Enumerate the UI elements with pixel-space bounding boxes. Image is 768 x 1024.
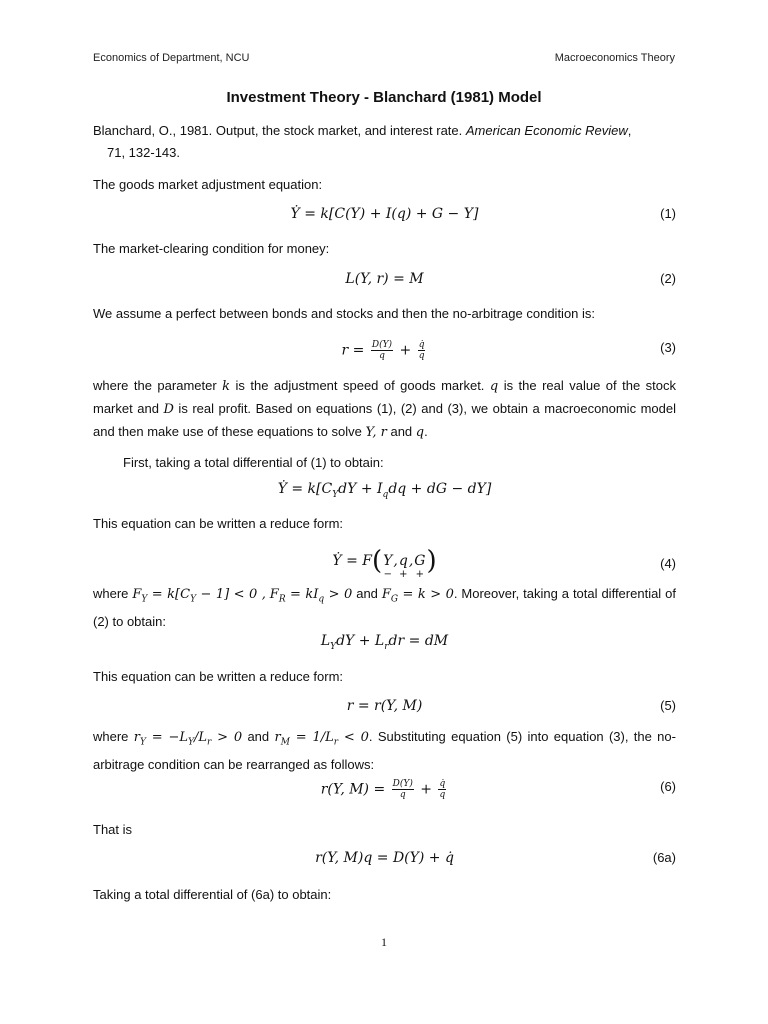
eq3-frac2-top: q̇ [418,340,425,350]
equation-1-number: (1) [660,206,676,221]
equation-6-number: (6) [660,779,676,794]
citation-journal: American Economic Review [465,123,628,138]
cond-FR-rest: = kI [285,587,319,602]
equation-4-number: (4) [660,556,676,571]
cond-rM [274,730,369,748]
p7-a: where [93,586,133,601]
equation-6-body [93,779,676,800]
equation-2-number: (2) [660,271,676,286]
p4-a: where the parameter [93,378,223,393]
p4-e: and [386,424,416,439]
eq3-fraction-2 [418,340,426,361]
eq6-frac1-top: D(Y) [392,779,413,789]
equation-6a-body: r(Y, M)q = D(Y) + q̇ [315,850,454,866]
cond-rY-sub3: r [206,737,212,748]
cond-FY [132,587,266,605]
cond-rY-rest3: > 0 [211,730,243,745]
eq6-fraction-2 [438,779,446,800]
p7-c: . Moreover, taking a total differential of (2) to obtain: [93,586,676,629]
running-header-left: Economics of Department, NCU [93,52,250,64]
eq6-fraction-1 [392,779,414,800]
equation-6 [93,775,676,805]
eq4-arg-Y [383,553,393,580]
equation-1-body: Ẏ = k[C(Y) + I(q) + G − Y] [290,206,479,222]
cond-rM-base: r [274,730,281,745]
eq3-plus: + [395,342,416,359]
equation-3 [93,336,676,366]
cond-FY-sub2: Y [190,594,197,605]
equation-3-body [93,340,676,361]
symbol-D: D [163,402,174,417]
diff1-c: dq + dG − dY] [388,481,492,497]
cond-rM-sub2: r [333,737,339,748]
document-title: Investment Theory - Blanchard (1981) Model [226,89,542,106]
cond-rY-base: r [133,730,140,745]
symbol-q: q [489,379,499,394]
diff2-sub-a: Y [330,641,337,652]
eq4-arg-G [414,553,426,580]
eq4-close-paren: ) [426,546,437,576]
paragraph-partial-conditions [93,583,676,633]
equation-6a-number: (6a) [652,850,676,865]
p4-d: is real profit. Based on equations (1), (2) and (3), we obtain a macroeconomic model and then make use of these equations to solve [93,401,676,439]
eq3-frac1-top: D(Y) [371,340,393,350]
paragraph-money-market: The market-clearing condition for money: [93,241,330,256]
eq6-lhs: r(Y, M) = [320,781,390,798]
p4-f: . [424,424,428,439]
equation-3-number: (3) [660,340,676,355]
diff1-sub-b: q [382,489,389,500]
diff2-b: dY + L [336,633,385,649]
cond-FR-sub2: q [318,594,325,605]
cond-FG-rest: = k > 0 [398,587,454,602]
equation-4 [93,542,676,582]
eq4-q-sign: + [399,569,408,580]
diff1-b: dY + I [338,481,383,497]
citation-rest-b: 71, 132-143. [107,145,181,160]
eq4-Y-sign: − [383,569,392,580]
equation-5-body: r = r(Y, M) [346,698,423,714]
cond-rM-rest2: < 0 [338,730,369,745]
cond-rY-sub2: Y [188,737,194,748]
cond-FG [381,587,454,605]
eq4-Y: Y [383,553,393,569]
diff2-a: L [320,633,331,649]
cond-rY [133,730,243,748]
equation-1 [93,202,676,232]
eq6-frac2-bot: q [439,790,446,800]
paragraph-no-arbitrage: We assume a perfect between bonds and stocks and then the no-arbitrage condition is: [93,306,596,321]
eq4-arg-q [398,553,408,580]
cond-FR [269,587,353,605]
eq6-frac1-bot: q [399,790,406,800]
p9-c: . Substituting equation (5) into equation (3), the no-arbitrage condition can be rearranged as follows: [93,729,676,772]
cond-rY-rest: = −L [145,730,188,745]
eq6-frac2-top: q̇ [439,779,446,789]
diff2-c: dr = dM [388,633,449,649]
paragraph-reduce-form-1: This equation can be written a reduce form: [93,516,344,531]
symbol-q-2: q [415,425,425,440]
equation-2-body: L(Y, r) = M [345,271,424,287]
p4-c: is the real value of the stock market and [93,378,676,416]
cond-FG-sub: G [390,594,399,605]
differential-2-body [93,633,676,652]
equation-2 [93,267,676,297]
paragraph-total-differential: Taking a total differential of (6a) to obtain: [93,887,332,902]
paragraph-reduce-form-2: This equation can be written a reduce form: [93,669,344,684]
equation-6a [93,846,676,876]
eq3-fraction-1 [371,340,393,361]
cond-rM-sub: M [280,737,290,748]
cond-FR-rest2: > 0 [324,587,353,602]
cond-FY-sub: Y [141,594,148,605]
eq4-q: q [398,553,408,569]
differential-1-body [93,481,676,500]
cond-FG-base: F [381,587,391,602]
cond-FY-rest: = k[C [147,587,191,602]
cond-rY-sub: Y [139,737,146,748]
cond-rM-rest: = 1/L [289,730,334,745]
eq4-open-paren: ( [371,546,383,576]
equation-differential-2 [93,629,676,659]
eq3-lhs: r = [341,342,369,359]
cond-FY-rest2: − 1] < 0 , [196,587,266,602]
citation-text: Blanchard, O., 1981. Output, the stock market, and interest rate. [93,123,466,138]
eq6-plus: + [415,781,437,798]
paragraph-parameters [93,375,676,444]
diff1-a: Ẏ = k[C [277,481,333,497]
cond-FR-sub: R [278,594,286,605]
paragraph-substitution [93,726,676,776]
running-header-right: Macroeconomics Theory [554,52,675,64]
p7-b: and [356,586,382,601]
symbol-k: k [222,379,231,394]
eq4-G-sign: + [415,569,425,580]
diff1-sub-a: Y [332,489,339,500]
eq4-G: G [414,553,426,569]
diff2-sub-b: r [384,641,389,652]
equation-4-body: Ẏ = F(Y − ,q + ,G + ) [332,546,437,580]
cond-FY-base: F [132,587,142,602]
p9-a: where [93,729,134,744]
paragraph-that-is: That is [93,822,133,837]
citation-rest-a: , [627,123,632,138]
symbol-Y-r: Y, r [365,425,387,440]
p4-b: is the adjustment speed of goods market. [230,378,490,393]
cond-rY-rest2: /L [193,730,207,745]
citation [93,120,676,164]
page-number: 1 [381,935,387,949]
equation-differential-1 [93,477,676,507]
paragraph-goods-market: The goods market adjustment equation: [93,177,323,192]
equation-5 [93,694,676,724]
eq3-frac2-bot: q [418,351,425,361]
paragraph-first-step: First, taking a total differential of (1) to obtain: [123,455,384,470]
cond-FR-base: F [269,587,279,602]
equation-5-number: (5) [660,698,676,713]
eq3-frac1-bot: q [379,351,385,361]
p9-b: and [247,729,275,744]
eq4-lhs: Ẏ = F [332,553,372,569]
